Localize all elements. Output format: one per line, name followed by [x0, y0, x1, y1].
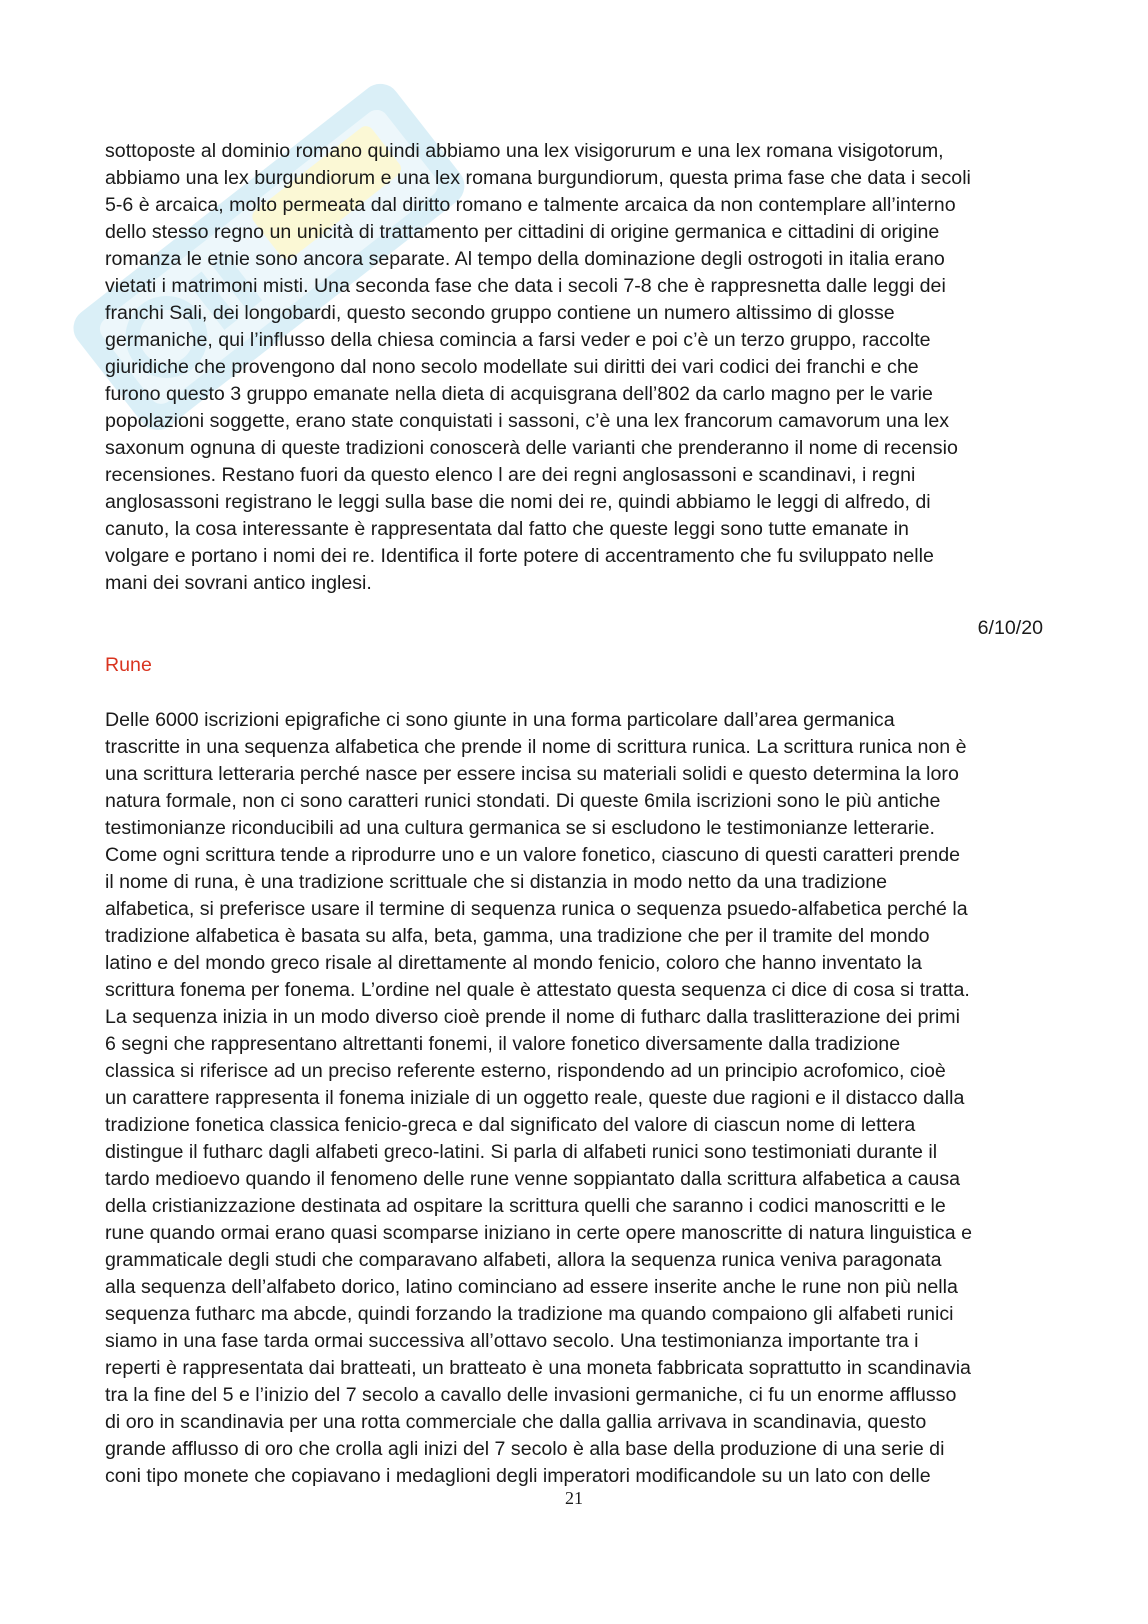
text-line: grande afflusso di oro che crolla agli inizi del 7 secolo è alla base della produzione di una serie di: [105, 1438, 945, 1460]
text-line: classica si riferisce ad un preciso referente esterno, rispondendo ad un principio acrofomico, cioè: [105, 1060, 946, 1082]
text-line: germaniche, qui l’influsso della chiesa comincia a farsi veder e poi c’è un terzo gruppo, raccolte: [105, 329, 931, 351]
page-number: 21: [565, 1488, 583, 1508]
section-heading-rune: Rune: [105, 654, 152, 676]
text-line: mani dei sovrani antico inglesi.: [105, 572, 372, 594]
text-line: 5-6 è arcaica, molto permeata dal diritto romano e talmente arcaica da non contemplare all’interno: [105, 194, 956, 216]
text-line: un carattere rappresenta il fonema iniziale di un oggetto reale, queste due ragioni e il distacco dalla: [105, 1087, 965, 1109]
text-line: scrittura fonema per fonema. L’ordine nel quale è attestato questa sequenza ci dice di cosa si tratta.: [105, 979, 970, 1001]
text-line: vietati i matrimoni misti. Una seconda fase che data i secoli 7-8 che è rappresnetta dalle leggi dei: [105, 275, 946, 297]
text-line: rune quando ormai erano quasi scomparse iniziano in certe opere manoscritte di natura linguistica e: [105, 1222, 972, 1244]
text-line: romanza le etnie sono ancora separate. Al tempo della dominazione degli ostrogoti in italia erano: [105, 248, 945, 270]
text-line: canuto, la cosa interessante è rappresentata dal fatto che queste leggi sono tutte emanate in: [105, 518, 909, 540]
text-line: tradizione alfabetica è basata su alfa, beta, gamma, una tradizione che per il tramite del mondo: [105, 925, 930, 947]
text-line: 6 segni che rappresentano altrettanti fonemi, il valore fonetico diversamente dalla tradizione: [105, 1033, 901, 1055]
text-line: anglosassoni registrano le leggi sulla base die nomi dei re, quindi abbiamo le leggi di alfredo, di: [105, 491, 931, 513]
text-line: popolazioni soggette, erano state conquistati i sassoni, c’è una lex francorum camavorum una lex: [105, 410, 950, 432]
text-line: Come ogni scrittura tende a riprodurre uno e un valore fonetico, ciascuno di questi caratteri prende: [105, 844, 960, 866]
text-line: della cristianizzazione destinata ad ospitare la scrittura quelli che saranno i codici manoscritti e le: [105, 1195, 946, 1217]
text-line: giuridiche che provengono dal nono secolo modellate sui diritti dei vari codici dei franchi e che: [105, 356, 919, 378]
text-line: tradizione fonetica classica fenicio-greca e dal significato del valore di ciascun nome di lettera: [105, 1114, 916, 1136]
text-line: dello stesso regno un unicità di trattamento per cittadini di origine germanica e cittadini di origine: [105, 221, 940, 243]
text-line: natura formale, non ci sono caratteri runici stondati. Di queste 6mila iscrizioni sono le più antiche: [105, 790, 941, 812]
paragraph-legal-codes: [105, 138, 1043, 597]
text-line: reperti è rappresentata dai bratteati, un bratteato è una moneta fabbricata soprattutto in scandinavia: [105, 1357, 971, 1379]
text-line: tardo medioevo quando il fenomeno delle rune venne soppiantato dalla scrittura alfabetica a causa: [105, 1168, 961, 1190]
text-line: coni tipo monete che copiavano i medaglioni degli imperatori modificandole su un lato con delle: [105, 1465, 931, 1487]
text-line: volgare e portano i nomi dei re. Identifica il forte potere di accentramento che fu sviluppato nelle: [105, 545, 934, 567]
text-line: furono questo 3 gruppo emanate nella dieta di acquisgrana dell’802 da carlo magno per le varie: [105, 383, 933, 405]
text-line: saxonum ognuna di queste tradizioni conoscerà delle varianti che prenderanno il nome di recensio: [105, 437, 958, 459]
text-line: testimonianze riconducibili ad una cultura germanica se si escludono le testimonianze letterarie.: [105, 817, 935, 839]
text-line: alfabetica, si preferisce usare il termine di sequenza runica o sequenza psuedo-alfabetica perché la: [105, 898, 968, 920]
text-line: siamo in una fase tarda ormai successiva all’ottavo secolo. Una testimonianza importante tra i: [105, 1330, 919, 1352]
text-line: La sequenza inizia in un modo diverso cioè prende il nome di futharc dalla traslitterazione dei primi: [105, 1006, 960, 1028]
text-line: il nome di runa, è una tradizione scrittuale che si distanzia in modo netto da una tradizione: [105, 871, 888, 893]
text-line: Delle 6000 iscrizioni epigrafiche ci sono giunte in una forma particolare dall’area germanica: [105, 709, 895, 731]
text-line: una scrittura letteraria perché nasce per essere incisa su materiali solidi e questo determina la loro: [105, 763, 959, 785]
text-line: sequenza futharc ma abcde, quindi forzando la tradizione ma quando compaiono gli alfabeti runici: [105, 1303, 954, 1325]
text-line: franchi Sali, dei longobardi, questo secondo gruppo contiene un numero altissimo di glosse: [105, 302, 895, 324]
text-line: trascritte in una sequenza alfabetica che prende il nome di scrittura runica. La scrittura runica non è: [105, 736, 967, 758]
paragraph-rune: [105, 707, 1043, 1490]
text-line: alla sequenza dell’alfabeto dorico, latino cominciano ad essere inserite anche le rune non più nella: [105, 1276, 958, 1298]
text-line: latino e del mondo greco risale al direttamente al mondo fenicio, coloro che hanno inventato la: [105, 952, 922, 974]
document-body: [105, 138, 1043, 1490]
text-line: di oro in scandinavia per una rotta commerciale che dalla gallia arrivava in scandinavia, questo: [105, 1411, 927, 1433]
text-line: grammaticale degli studi che comparavano alfabeti, allora la sequenza runica veniva paragonata: [105, 1249, 942, 1271]
text-line: tra la fine del 5 e l’inizio del 7 secolo a cavallo delle invasioni germaniche, ci fu un enorme afflusso: [105, 1384, 957, 1406]
text-line: abbiamo una lex burgundiorum e una lex romana burgundiorum, questa prima fase che data i secoli: [105, 167, 971, 189]
date-label: 6/10/20: [977, 617, 1043, 639]
text-line: distingue il futharc dagli alfabeti greco-latini. Si parla di alfabeti runici sono testimoniati durante il: [105, 1141, 938, 1163]
text-line: recensiones. Restano fuori da questo elenco l are dei regni anglosassoni e scandinavi, i regni: [105, 464, 916, 486]
text-line: sottoposte al dominio romano quindi abbiamo una lex visigorurum e una lex romana visigotorum,: [105, 140, 944, 162]
